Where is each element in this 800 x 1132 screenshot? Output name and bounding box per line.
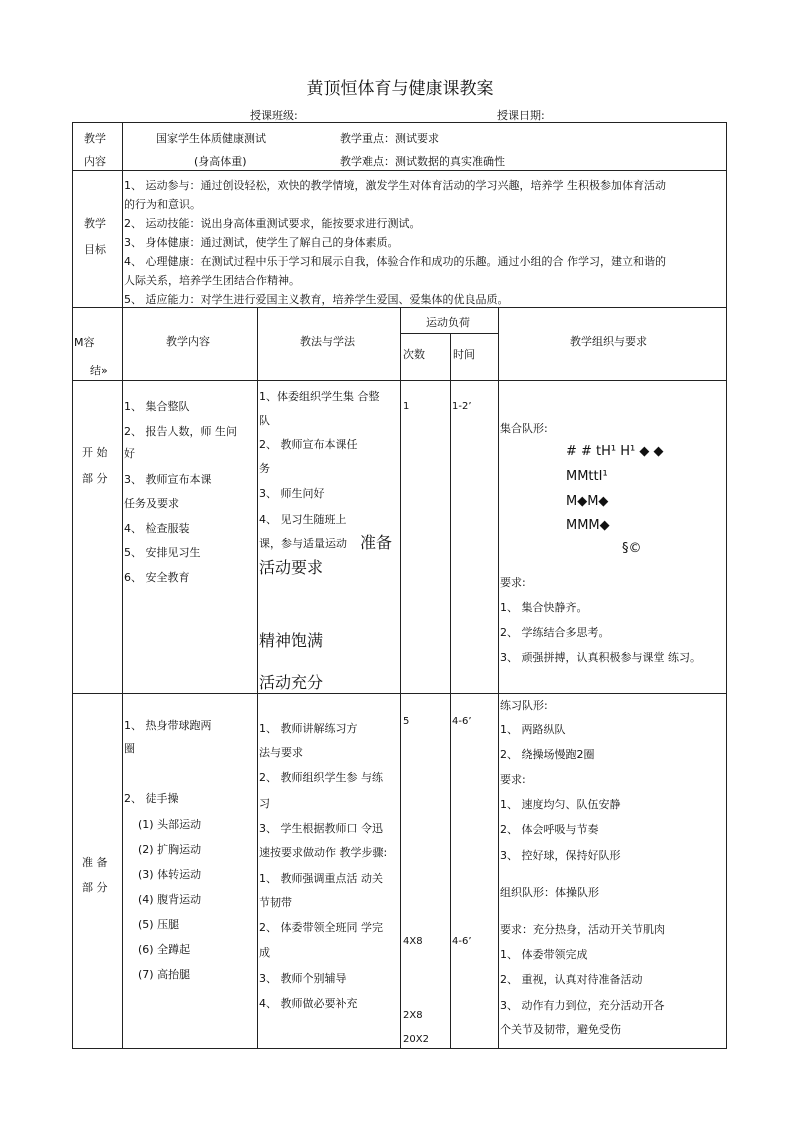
load-header: 运动负荷 [426, 316, 470, 329]
lesson-topic: 国家学生体质健康测试 [156, 132, 266, 145]
list-item: 2、 教师组织学生参 与练 [259, 771, 383, 784]
list-item: 任务及要求 [124, 497, 179, 510]
list-item: 圈 [124, 742, 135, 755]
list-item: 4、 教师做必要补充 [259, 997, 358, 1010]
class-label: 授课班级: [250, 109, 298, 122]
formation-diagram-line: §© [622, 541, 642, 556]
list-item: (4) 腹背运动 [138, 893, 202, 906]
list-item: 好 [124, 447, 135, 460]
list-item: 节韧带 [259, 896, 292, 909]
list-item: 课，参与适量运动 [259, 537, 347, 550]
list-item: 1、 热身带球跑两 [124, 719, 212, 732]
list-item: (5) 压腿 [138, 918, 180, 931]
list-item: 速按要求做动作 教学步骤: [259, 846, 388, 859]
list-item: 1、 速度均匀、队伍安静 [500, 798, 621, 811]
lesson-topic-sub: (身高体重) [194, 155, 247, 168]
formation-diagram-line: MMM◆ [566, 518, 610, 533]
method-emphasis: 活动充分 [259, 673, 324, 692]
prep-duration: 4-6’ [452, 716, 472, 727]
method-emphasis: 准备 [360, 533, 393, 552]
list-item: 2、 体会呼吸与节奏 [500, 823, 599, 836]
list-item: 1、 两路纵队 [500, 723, 566, 736]
list-item: 5、 安排见习生 [124, 546, 201, 559]
list-item: 法与要求 [259, 746, 303, 759]
prep-times: 4X8 [403, 936, 423, 947]
list-item: 3、 教师个别辅导 [259, 972, 347, 985]
list-item: 3、 师生问好 [259, 487, 325, 500]
prep-times: 2X8 [403, 1010, 423, 1021]
difficulty: 教学难点：测试数据的真实准确性 [340, 155, 505, 168]
prep-times: 20X2 [403, 1034, 429, 1045]
list-item: 2、 体委带领全班同 学完 [259, 921, 383, 934]
structure-header-1: M容 [74, 336, 95, 349]
list-item: 个关节及韧带，避免受伤 [500, 1023, 621, 1036]
list-item: 3、 顽强拼搏，认真积极参与课堂 练习。 [500, 651, 701, 664]
start-req-title: 要求: [500, 576, 526, 589]
list-item: 6、 安全教育 [124, 571, 190, 584]
duration-header: 时间 [453, 348, 475, 361]
key-point: 教学重点：测试要求 [340, 132, 439, 145]
formation-diagram-line: M◆M◆ [566, 494, 609, 509]
formation-diagram-line: # # tH¹ H¹ ◆ ◆ [566, 444, 664, 459]
list-item: 4、 检查服装 [124, 522, 190, 535]
objective-line: 2、 运动技能：说出身高体重测试要求，能按要求进行测试。 [124, 217, 421, 230]
list-item: 2、 教师宣布本课任 [259, 438, 358, 451]
list-item: 要求: [500, 773, 526, 786]
list-item: (1) 头部运动 [138, 818, 202, 831]
list-item: (3) 体转运动 [138, 868, 202, 881]
list-item: (6) 全蹲起 [138, 943, 191, 956]
objective-line: 3、 身体健康：通过测试，使学生了解自己的身体素质。 [124, 236, 399, 249]
list-item: 1、 教师强调重点活 动关 [259, 872, 383, 885]
list-item: 要求：充分热身，活动开关节肌肉 [500, 923, 665, 936]
list-item: 成 [259, 946, 270, 959]
list-item: 习 [259, 797, 270, 810]
list-item: 3、 控好球，保持好队形 [500, 849, 621, 862]
content-row-label-2: 内容 [84, 155, 106, 168]
list-item: 3、 教师宣布本课 [124, 473, 212, 486]
objective-line: 的行为和意识。 [124, 198, 201, 211]
objective-line: 4、 心理健康：在测试过程中乐于学习和展示自我，体验合作和成功的乐趣。通过小组的合 作学习，建立和谐的 [124, 255, 666, 268]
list-item: 务 [259, 462, 270, 475]
list-item: 1、 集合整队 [124, 400, 190, 413]
start-times: 1 [403, 401, 410, 412]
date-label: 授课日期: [497, 109, 545, 122]
list-item: 组织队形：体操队形 [500, 886, 599, 899]
structure-header-2: 结» [90, 364, 108, 377]
list-item: 1、 体委带领完成 [500, 948, 588, 961]
content-row-label-1: 教学 [84, 132, 106, 145]
list-item: 3、 动作有力到位，充分活动开各 [500, 999, 665, 1012]
list-item: (7) 高抬腿 [138, 968, 191, 981]
list-item: 1、 集合快静齐。 [500, 601, 588, 614]
objective-line: 5、 适应能力：对学生进行爱国主义教育，培养学生爱国、爱集体的优良品质。 [124, 293, 509, 306]
list-item: 队 [259, 414, 270, 427]
page-title: 黄顶恒体育与健康课教案 [306, 79, 494, 99]
list-item: 2、 学练结合多思考。 [500, 626, 610, 639]
start-org-title: 集合队形: [500, 422, 548, 435]
times-header: 次数 [403, 348, 425, 361]
list-item: (2) 扩胸运动 [138, 843, 202, 856]
list-item: 4、 见习生随班上 [259, 513, 347, 526]
list-item: 3、 学生根据教师口 令迅 [259, 822, 383, 835]
prep-section-label-1: 准 备 [82, 856, 108, 869]
list-item: 2、 报告人数，师 生问 [124, 425, 237, 438]
objectives-label-1: 教学 [84, 217, 106, 230]
list-item: 2、 重视，认真对待准备活动 [500, 973, 643, 986]
start-section-label-2: 部 分 [82, 472, 108, 485]
list-item: 1、体委组织学生集 合整 [259, 390, 380, 403]
method-emphasis: 精神饱满 [259, 631, 324, 650]
list-item: 练习队形: [500, 699, 548, 712]
objective-line: 1、 运动参与：通过创设轻松，欢快的教学情境，激发学生对体育活动的学习兴趣，培养学 生积极参加体育活动 [124, 179, 666, 192]
objectives-label-2: 目标 [84, 243, 106, 256]
list-item: 2、 徒手操 [124, 792, 179, 805]
method-emphasis: 活动要求 [259, 558, 324, 577]
prep-section-label-2: 部 分 [82, 881, 108, 894]
start-duration: 1-2’ [452, 401, 472, 412]
organization-header: 教学组织与要求 [570, 335, 647, 348]
list-item: 1、 教师讲解练习方 [259, 722, 358, 735]
objective-line: 人际关系，培养学生团结合作精神。 [124, 274, 300, 287]
content-header: 教学内容 [166, 335, 210, 348]
start-section-label-1: 开 始 [82, 446, 108, 459]
list-item: 2、 绕操场慢跑2圈 [500, 748, 595, 761]
formation-diagram-line: MMttI¹ [566, 469, 608, 484]
method-header: 教法与学法 [300, 335, 355, 348]
prep-times: 5 [403, 716, 410, 727]
prep-duration: 4-6’ [452, 936, 472, 947]
